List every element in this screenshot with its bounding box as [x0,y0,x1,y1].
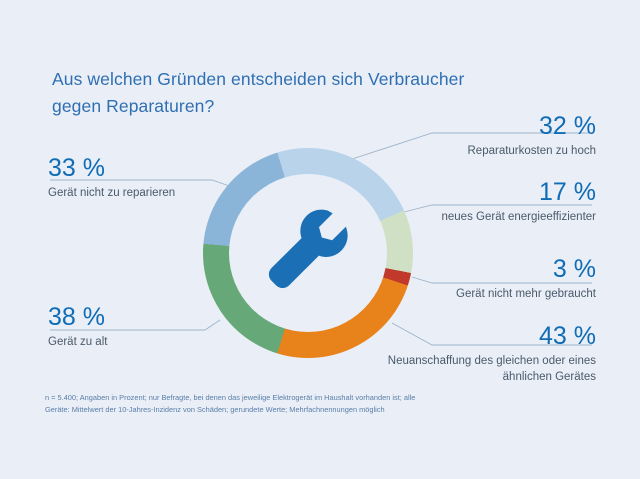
callout-reparaturkosten [356,112,596,160]
callout-value: 38 % [48,303,105,331]
callout-zualt [48,303,278,351]
callout-label: Reparaturkosten zu hoch [467,145,596,157]
callout-energie [356,178,596,226]
page-title: Aus welchen Gründen entscheiden sich Verbraucher gegen Reparaturen? [52,69,465,116]
callout-gebraucht [356,255,596,303]
callout-value: 17 % [539,178,596,206]
footnote: n = 5.400; Angaben in Prozent; nur Befragte, bei denen das jeweilige Elektrogerät im Haushalt vorhanden ist; alle Geräte: Mittelwert der 10-Jahres-Inzidenz von Schäden; gerundete Werte; Mehrfachnennungen möglich [45,393,416,414]
callout-label: neues Gerät energieeffizienter [441,211,596,223]
callout-nichtrep [48,154,278,202]
wrench-icon [253,198,363,308]
callout-neuanschaffung [336,322,596,385]
callout-value: 43 % [539,322,596,350]
callout-value: 32 % [539,112,596,140]
callout-value: 33 % [48,154,105,182]
callout-value: 3 % [552,255,596,283]
callout-label: Gerät nicht mehr gebraucht [456,288,596,300]
callout-label: Neuanschaffung des gleichen oder eines ähnlichen Gerätes [387,355,596,383]
callout-label: Gerät nicht zu reparieren [48,187,176,199]
callout-label: Gerät zu alt [48,336,108,348]
